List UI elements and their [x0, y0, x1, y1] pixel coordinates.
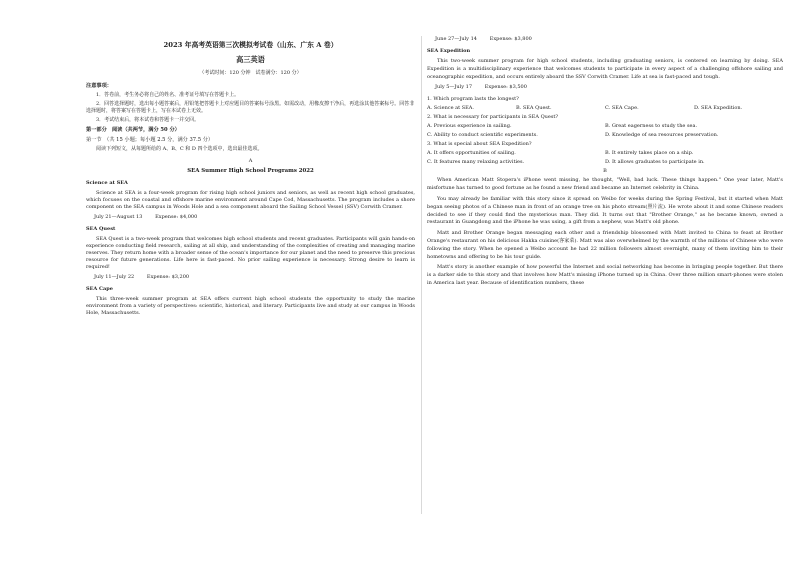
- program-dates: July 11—July 22: [94, 274, 135, 281]
- program-name: SEA Quest: [86, 225, 116, 232]
- instruction: 阅读下列短文，从每题所给的 A、B、C 和 D 四个选项中，选出最佳选项。: [96, 146, 263, 153]
- option-c: C. Ability to conduct scientific experiments.: [427, 132, 538, 139]
- part-heading: 第一部分 阅读（共两节，满分 50 分）: [86, 127, 180, 134]
- section-heading: 第一节 （共 15 小题；每小题 2.5 分，满分 37.5 分）: [86, 137, 214, 144]
- option-d: D. Knowledge of sea resources preservation.: [605, 132, 719, 139]
- option-b: B. Great eagerness to study the sea.: [605, 123, 698, 130]
- note-3: 3．考试结束后，将本试卷和答题卡一并交回。: [96, 117, 200, 124]
- question-options: [427, 132, 783, 139]
- program-expense: Expense: $3,800: [489, 36, 532, 42]
- question-options: [427, 105, 783, 112]
- question-options: [427, 123, 783, 130]
- passage-b-letter: B: [603, 168, 607, 175]
- passage-a-letter: A: [248, 157, 253, 164]
- exam-time-info: （考试时间：120 分钟 试卷满分：120 分）: [199, 70, 302, 76]
- program-schedule: [435, 36, 783, 43]
- question-stem: 1. Which program lasts the longest?: [427, 96, 519, 103]
- program-name: SEA Cape: [86, 286, 113, 293]
- program-name: Science at SEA: [86, 179, 128, 186]
- program-name: SEA Expedition: [427, 48, 471, 54]
- option-c: C. SEA Cape.: [605, 105, 639, 112]
- program-dates: July 5—July 17: [435, 84, 473, 91]
- program-dates: June 27—July 14: [435, 36, 477, 42]
- passage-b-paragraph: When American Matt Stopera's iPhone went missing, he thought, "Well, bad luck. These things happen." One year later, Matt's misfortune has turned to good fortune as he found a new friend and became an Internet celebrity in China.: [427, 177, 783, 192]
- program-description: SEA Quest is a two-week program that welcomes high school students and recent graduates. Participants will gain hands-on experience conducting field research, sailing at all ship, and understanding of the complexities of creating and managing marine reserves. They return home with a broader sense of the ocean's importance for our planet and the need to preserve this precious resource for future generations. Life here is fast-paced. No prior sailing experience is necessary. Strong desire to learn is required!: [86, 235, 415, 271]
- program-dates: July 21—August 13: [94, 213, 143, 220]
- question-options: [427, 159, 783, 166]
- question-options: [427, 150, 783, 157]
- program-description: Science at SEA is a four-week program for rising high school juniors and seniors, as well as recent high school graduates, which focuses on the coastal and offshore marine environment around Cape Cod, Massachusetts. The program includes a shore component on the SEA campus in Woods Hole and a sea component aboard the Sailing School Vessel (SSV) Corwith Cramer.: [86, 189, 415, 210]
- program-description: This two-week summer program for high school students, including graduating seniors, is centered on learning by doing. SEA Expedition is a multidisciplinary experience that welcomes students to participate in every aspect of a challenging offshore sailing and oceanographic expedition, and occurs entirely aboard the SSV Corwith Cramer. Life at sea is fast-paced and tough.: [427, 58, 783, 80]
- notes-heading: 注意事项：: [86, 83, 112, 89]
- note-1: 1．答卷前，考生务必将自己的姓名、准考证号填写在答题卡上。: [96, 92, 240, 98]
- right-column: [427, 36, 783, 291]
- option-a: A. Previous experience in sailing.: [427, 123, 512, 130]
- program-schedule: [435, 84, 783, 91]
- exam-title: 2023 年高考英语第三次模拟考试卷（山东、广东 A 卷）: [163, 41, 338, 49]
- note-2: 2．回答选择题时，选出每小题答案后，用铅笔把答题卡上对应题目的答案标号涂黑。如需改动，用橡皮擦干净后，再选涂其他答案标号。回答非选择题时，将答案写在答题卡上，写在本试卷上无效。: [86, 101, 415, 115]
- program-expense: Expense: $3,200: [146, 274, 190, 281]
- option-c: C. It features many relaxing activities.: [427, 159, 525, 166]
- program-expense: Expense: $4,000: [155, 213, 198, 220]
- exam-subject: 高三英语: [236, 55, 265, 64]
- question-stem: 3. What is special about SEA Expedition?: [427, 141, 532, 148]
- option-a: A. Science at SEA.: [427, 105, 474, 112]
- column-divider: [421, 36, 422, 514]
- option-a: A. It offers opportunities of sailing.: [427, 150, 516, 157]
- question-stem: 2. What is necessary for participants in SEA Quest?: [427, 114, 559, 121]
- passage-b-paragraph: Matt and Brother Orange began messaging each other and a friendship blossomed with Matt invited to China to feast at Brother Orange's restaurant on his delicious Hakka cuisine(客家菜). Matt was also overwhelmed by the warmth of the millions of Chinese who were following the story. When he opened a Weibo account he had 22 million followers almost overnight, many of them inviting him to their hometowns and offering to be his tour guide.: [427, 230, 783, 260]
- option-b: B. SEA Quest.: [516, 105, 552, 112]
- passage-a-title: SEA Summer High School Programs 2022: [187, 167, 314, 174]
- option-b: B. It entirely takes place on a ship.: [605, 150, 694, 157]
- option-d: D. It allows graduates to participate in.: [605, 159, 705, 166]
- passage-b-paragraph: You may already be familiar with this story since it spread on Weibo for weeks during the Spring Festival, but it started when Matt began seeing photos of a Chinese man in front of an orange tree on his photo stream(照片流). He wrote about it and some Chinese readers decided to see if they could find the mysterious man. They did. It turns out that "Brother Orange," as he became known, owned a restaurant in Guangdong and the iPhone he was using, a gift from a nephew, was Matt's old phone.: [427, 195, 783, 226]
- program-description: This three-week summer program at SEA offers current high school students the opportunity to study the marine environment from a variety of perspectives: scientific, historical, and literary. Participants live and study at our campus in Woods Hole, Massachusetts.: [86, 296, 415, 317]
- program-schedule: [94, 214, 415, 221]
- passage-b-paragraph: Matt's story is another example of how powerful the Internet and social networking has become in bringing people together. But there is a darker side to this story and that involves how Matt's missing iPhone turned up in China. Over three million smart-phones were stolen in America last year. Because of identification numbers, these: [427, 264, 783, 286]
- program-schedule: [94, 274, 415, 281]
- program-expense: Expense: $3,500: [484, 84, 527, 91]
- option-d: D. SEA Expedition.: [694, 105, 743, 112]
- left-column: [86, 38, 415, 320]
